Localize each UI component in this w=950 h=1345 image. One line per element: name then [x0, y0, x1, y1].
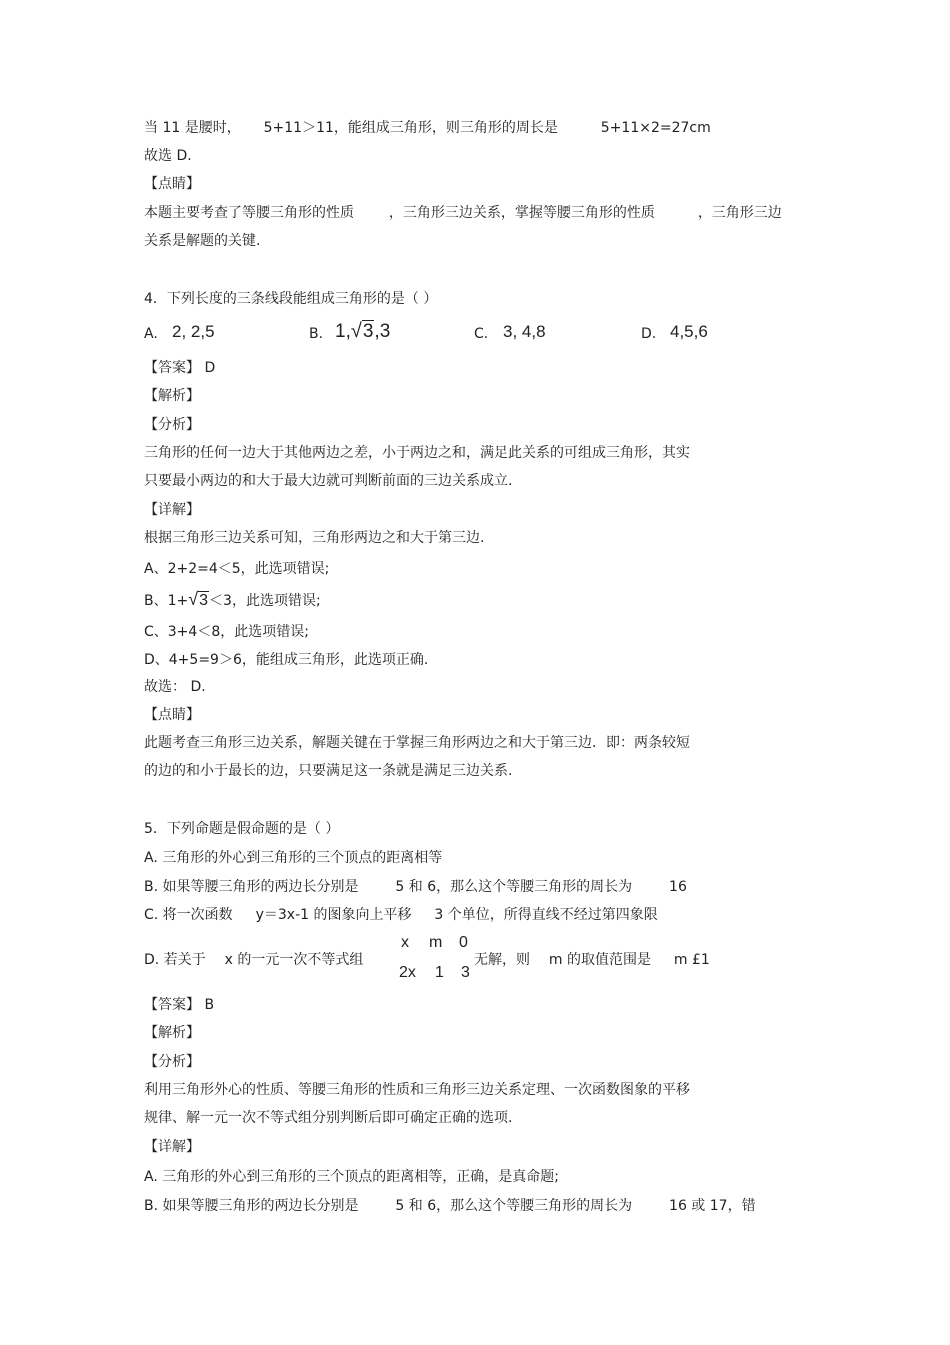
- text-line: 根据三角形三边关系可知，三角形两边之和大于第三边.: [144, 530, 485, 546]
- text-line: [144, 119, 711, 137]
- system-term: x: [401, 934, 409, 951]
- option-d-text: [144, 951, 363, 969]
- section-label: 【分析】: [144, 1054, 200, 1070]
- option-b: [144, 878, 687, 896]
- system-term: 2x: [399, 964, 416, 981]
- system-term: 3: [461, 964, 470, 981]
- text-segment: B、1+: [144, 593, 189, 609]
- sqrt-icon: √3: [350, 320, 374, 342]
- text-line: C、3+4＜8，此选项错误;: [144, 624, 309, 640]
- text-line: 规律、解一元一次不等式组分别判断后即可确定正确的选项.: [144, 1110, 513, 1126]
- text-segment: 5 和 6，那么这个等腰三角形的周长为: [395, 1198, 633, 1214]
- option-a-value: 2, 2,5: [172, 322, 215, 341]
- text-segment: C. 将一次函数: [144, 907, 233, 923]
- option-b-value: [335, 320, 390, 343]
- text-segment: B. 如果等腰三角形的两边长分别是: [144, 1198, 359, 1214]
- text-segment: 本题主要考查了等腰三角形的性质: [144, 205, 354, 221]
- text-segment: 16: [669, 879, 687, 895]
- radicand: 3: [199, 592, 209, 609]
- text-segment: y＝3x-1 的图象向上平移: [255, 907, 412, 923]
- text-segment: ＜3，此选项错误;: [209, 593, 321, 609]
- sqrt-icon: √3: [188, 589, 209, 609]
- system-term: m: [429, 934, 443, 951]
- text-segment: 5 和 6，那么这个等腰三角形的周长为: [395, 879, 633, 895]
- text-line: 故选 D.: [144, 148, 192, 164]
- option-b-pre: 1,: [335, 321, 351, 342]
- question-stem: 5．下列命题是假命题的是（ ）: [144, 821, 340, 837]
- option-d-label: D.: [641, 326, 657, 342]
- text-segment: 5+11＞11，能组成三角形，则三角形的周长是: [263, 120, 558, 136]
- text-segment: m £1: [673, 952, 710, 968]
- text-segment: 当 11 是腰时，: [144, 120, 241, 136]
- option-c-label: C.: [474, 326, 489, 342]
- text-line: 三角形的任何一边大于其他两边之差，小于两边之和，满足此关系的可组成三角形，其实: [144, 445, 690, 461]
- text-line: 只要最小两边的和大于最大边就可判断前面的三边关系成立.: [144, 473, 513, 489]
- section-label: 【分析】: [144, 417, 200, 433]
- section-label: 【详解】: [144, 1139, 200, 1155]
- text-line: 关系是解题的关键.: [144, 233, 261, 249]
- text-line: [144, 204, 782, 222]
- radicand: 3: [362, 321, 374, 342]
- section-label: 【解析】: [144, 1025, 200, 1041]
- text-segment: x 的一元一次不等式组: [224, 952, 364, 968]
- section-label: 【解析】: [144, 388, 200, 404]
- text-segment: 5+11×2=27cm: [600, 120, 711, 136]
- text-segment: D. 若关于: [144, 952, 206, 968]
- answer-line: 【答案】 D: [144, 360, 216, 376]
- question-stem: 4．下列长度的三条线段能组成三角形的是（ ）: [144, 291, 438, 307]
- text-line: D、4+5=9＞6，能组成三角形，此选项正确.: [144, 652, 429, 668]
- text-segment: m 的取值范围是: [548, 952, 651, 968]
- text-line: 故选： D.: [144, 679, 206, 695]
- section-label: 【点睛】: [144, 707, 200, 723]
- option-c: [144, 906, 658, 924]
- text-line: 利用三角形外心的性质、等腰三角形的性质和三角形三边关系定理、一次函数图象的平移: [144, 1082, 690, 1098]
- text-segment: B. 如果等腰三角形的两边长分别是: [144, 879, 359, 895]
- text-line: [144, 1197, 756, 1215]
- option-c-value: 3, 4,8: [503, 322, 546, 341]
- text-segment: ，三角形三边: [697, 205, 782, 221]
- section-label: 【点睛】: [144, 176, 200, 192]
- option-b-post: ,3: [374, 321, 391, 342]
- text-line: A. 三角形的外心到三角形的三个顶点的距离相等，正确，是真命题;: [144, 1169, 559, 1185]
- answer-line: 【答案】 B: [144, 997, 215, 1013]
- text-line: [144, 590, 321, 610]
- option-d-tail: [474, 951, 710, 969]
- section-label: 【详解】: [144, 502, 200, 518]
- text-segment: 无解，则: [474, 952, 530, 968]
- option-b-label: B.: [309, 326, 324, 342]
- option-a-label: A.: [144, 326, 158, 342]
- text-segment: 3 个单位，所得直线不经过第四象限: [434, 907, 658, 923]
- text-line: A、2+2=4＜5，此选项错误;: [144, 561, 330, 577]
- text-segment: 16 或 17，错: [669, 1198, 756, 1214]
- option-d-value: 4,5,6: [670, 322, 708, 341]
- system-term: 1: [435, 964, 444, 981]
- text-line: 此题考查三角形三边关系，解题关键在于掌握三角形两边之和大于第三边．即：两条较短: [144, 735, 690, 751]
- text-line: 的边的和小于最长的边，只要满足这一条就是满足三边关系.: [144, 763, 513, 779]
- text-segment: ，三角形三边关系，掌握等腰三角形的性质: [388, 205, 655, 221]
- option-a: A. 三角形的外心到三角形的三个顶点的距离相等: [144, 850, 443, 866]
- system-term: 0: [459, 934, 468, 951]
